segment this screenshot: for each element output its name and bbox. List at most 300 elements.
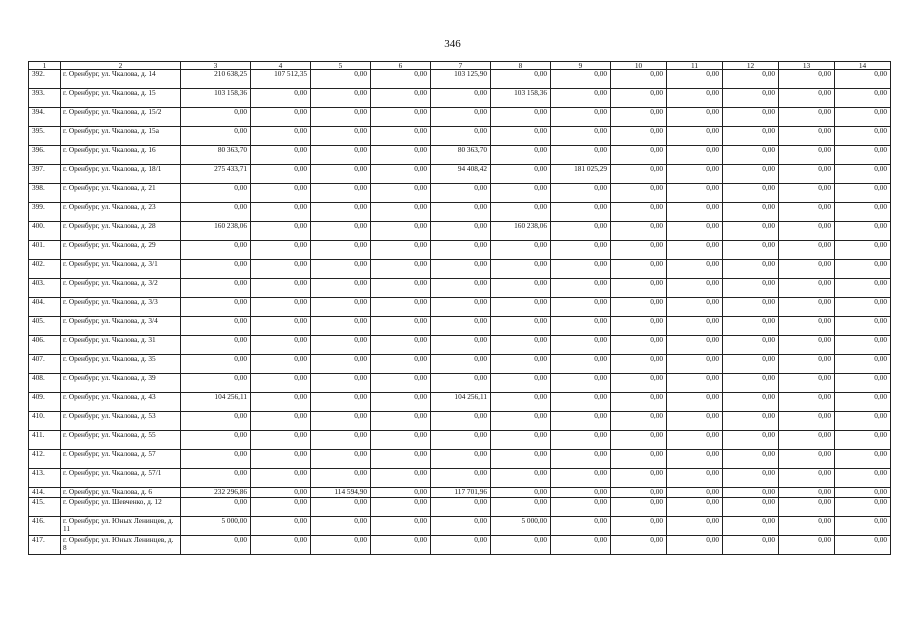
value-cell: 0,00 — [551, 70, 611, 89]
value-cell: 0,00 — [723, 89, 779, 108]
value-cell: 0,00 — [491, 146, 551, 165]
value-cell: 0,00 — [431, 336, 491, 355]
value-cell: 0,00 — [723, 469, 779, 488]
value-cell: 0,00 — [723, 488, 779, 498]
value-cell: 5 000,00 — [491, 516, 551, 535]
value-cell: 0,00 — [181, 203, 251, 222]
value-cell: 0,00 — [371, 260, 431, 279]
value-cell: 0,00 — [311, 222, 371, 241]
value-cell: 0,00 — [551, 89, 611, 108]
address-cell: г. Оренбург, ул. Чкалова, д. 43 — [61, 393, 181, 412]
address-cell: г. Оренбург, ул. Чкалова, д. 21 — [61, 184, 181, 203]
value-cell: 0,00 — [835, 184, 891, 203]
value-cell: 0,00 — [779, 241, 835, 260]
value-cell: 0,00 — [371, 203, 431, 222]
table-row — [29, 412, 891, 431]
value-cell: 0,00 — [491, 393, 551, 412]
table-body — [29, 70, 891, 555]
table-row — [29, 165, 891, 184]
value-cell: 0,00 — [779, 108, 835, 127]
value-cell: 0,00 — [611, 298, 667, 317]
row-index: 413. — [29, 469, 61, 488]
value-cell: 0,00 — [491, 317, 551, 336]
value-cell: 0,00 — [551, 516, 611, 535]
value-cell: 0,00 — [431, 317, 491, 336]
row-index: 410. — [29, 412, 61, 431]
value-cell: 0,00 — [611, 469, 667, 488]
value-cell: 0,00 — [723, 203, 779, 222]
value-cell: 0,00 — [779, 374, 835, 393]
value-cell: 0,00 — [491, 412, 551, 431]
value-cell: 0,00 — [371, 374, 431, 393]
value-cell: 0,00 — [251, 146, 311, 165]
value-cell: 0,00 — [835, 279, 891, 298]
value-cell: 0,00 — [371, 469, 431, 488]
value-cell: 0,00 — [251, 165, 311, 184]
value-cell: 0,00 — [431, 431, 491, 450]
value-cell: 0,00 — [611, 488, 667, 498]
address-cell: г. Оренбург, ул. Чкалова, д. 57/1 — [61, 469, 181, 488]
value-cell: 0,00 — [181, 317, 251, 336]
value-cell: 0,00 — [835, 298, 891, 317]
value-cell: 0,00 — [431, 450, 491, 469]
value-cell: 0,00 — [311, 336, 371, 355]
row-index: 397. — [29, 165, 61, 184]
value-cell: 0,00 — [611, 355, 667, 374]
value-cell: 0,00 — [181, 535, 251, 554]
value-cell: 0,00 — [779, 535, 835, 554]
address-cell: г. Оренбург, ул. Чкалова, д. 3/4 — [61, 317, 181, 336]
value-cell: 103 158,36 — [181, 89, 251, 108]
value-cell: 181 025,29 — [551, 165, 611, 184]
value-cell: 0,00 — [251, 393, 311, 412]
value-cell: 0,00 — [779, 146, 835, 165]
value-cell: 0,00 — [251, 89, 311, 108]
value-cell: 0,00 — [667, 89, 723, 108]
value-cell: 0,00 — [311, 241, 371, 260]
value-cell: 0,00 — [835, 355, 891, 374]
value-cell: 0,00 — [667, 222, 723, 241]
value-cell: 0,00 — [311, 393, 371, 412]
value-cell: 0,00 — [551, 336, 611, 355]
address-cell: г. Оренбург, ул. Чкалова, д. 15/2 — [61, 108, 181, 127]
row-index: 396. — [29, 146, 61, 165]
value-cell: 0,00 — [311, 355, 371, 374]
value-cell: 0,00 — [611, 450, 667, 469]
value-cell: 0,00 — [551, 108, 611, 127]
table-row — [29, 89, 891, 108]
value-cell: 0,00 — [311, 374, 371, 393]
value-cell: 0,00 — [181, 374, 251, 393]
value-cell: 0,00 — [667, 127, 723, 146]
header-row — [29, 62, 891, 70]
address-cell: г. Оренбург, ул. Чкалова, д. 55 — [61, 431, 181, 450]
value-cell: 0,00 — [431, 535, 491, 554]
value-cell: 0,00 — [431, 241, 491, 260]
value-cell: 0,00 — [371, 488, 431, 498]
value-cell: 0,00 — [551, 127, 611, 146]
column-header: 5 — [311, 62, 371, 70]
value-cell: 0,00 — [779, 412, 835, 431]
value-cell: 0,00 — [667, 203, 723, 222]
value-cell: 0,00 — [779, 393, 835, 412]
value-cell: 0,00 — [431, 279, 491, 298]
value-cell: 0,00 — [835, 165, 891, 184]
value-cell: 0,00 — [779, 70, 835, 89]
value-cell: 0,00 — [181, 469, 251, 488]
value-cell: 0,00 — [251, 497, 311, 516]
value-cell: 0,00 — [611, 203, 667, 222]
value-cell: 0,00 — [431, 516, 491, 535]
value-cell: 0,00 — [371, 336, 431, 355]
value-cell: 0,00 — [251, 317, 311, 336]
value-cell: 0,00 — [371, 241, 431, 260]
value-cell: 0,00 — [667, 374, 723, 393]
value-cell: 0,00 — [431, 203, 491, 222]
value-cell: 0,00 — [835, 450, 891, 469]
value-cell: 0,00 — [181, 431, 251, 450]
value-cell: 0,00 — [251, 203, 311, 222]
value-cell: 107 512,35 — [251, 70, 311, 89]
value-cell: 0,00 — [779, 165, 835, 184]
value-cell: 0,00 — [835, 203, 891, 222]
value-cell: 0,00 — [551, 279, 611, 298]
table-row — [29, 469, 891, 488]
table-row — [29, 298, 891, 317]
value-cell: 0,00 — [431, 374, 491, 393]
value-cell: 0,00 — [667, 165, 723, 184]
value-cell: 0,00 — [551, 184, 611, 203]
value-cell: 0,00 — [491, 108, 551, 127]
value-cell: 0,00 — [611, 412, 667, 431]
value-cell: 0,00 — [611, 279, 667, 298]
value-cell: 0,00 — [723, 516, 779, 535]
row-index: 414. — [29, 488, 61, 498]
value-cell: 0,00 — [667, 70, 723, 89]
value-cell: 0,00 — [551, 241, 611, 260]
value-cell: 0,00 — [311, 108, 371, 127]
value-cell: 232 296,86 — [181, 488, 251, 498]
value-cell: 0,00 — [835, 127, 891, 146]
row-index: 392. — [29, 70, 61, 89]
value-cell: 0,00 — [723, 374, 779, 393]
value-cell: 0,00 — [611, 516, 667, 535]
value-cell: 0,00 — [251, 535, 311, 554]
value-cell: 0,00 — [311, 535, 371, 554]
value-cell: 0,00 — [491, 184, 551, 203]
value-cell: 114 594,90 — [311, 488, 371, 498]
row-index: 394. — [29, 108, 61, 127]
value-cell: 0,00 — [491, 355, 551, 374]
value-cell: 0,00 — [611, 108, 667, 127]
value-cell: 0,00 — [371, 146, 431, 165]
value-cell: 0,00 — [723, 317, 779, 336]
row-index: 398. — [29, 184, 61, 203]
table-row — [29, 535, 891, 554]
value-cell: 0,00 — [311, 146, 371, 165]
column-header: 14 — [835, 62, 891, 70]
value-cell: 104 256,11 — [431, 393, 491, 412]
value-cell: 0,00 — [551, 203, 611, 222]
value-cell: 0,00 — [667, 241, 723, 260]
value-cell: 0,00 — [551, 431, 611, 450]
table-row — [29, 355, 891, 374]
value-cell: 104 256,11 — [181, 393, 251, 412]
address-cell: г. Оренбург, ул. Чкалова, д. 31 — [61, 336, 181, 355]
value-cell: 0,00 — [491, 70, 551, 89]
value-cell: 0,00 — [181, 497, 251, 516]
value-cell: 0,00 — [311, 298, 371, 317]
address-cell: г. Оренбург, ул. Чкалова, д. 3/1 — [61, 260, 181, 279]
value-cell: 0,00 — [251, 298, 311, 317]
address-cell: г. Оренбург, ул. Чкалова, д. 28 — [61, 222, 181, 241]
row-index: 411. — [29, 431, 61, 450]
value-cell: 0,00 — [611, 127, 667, 146]
value-cell: 0,00 — [371, 298, 431, 317]
address-cell: г. Оренбург, ул. Чкалова, д. 35 — [61, 355, 181, 374]
value-cell: 0,00 — [667, 516, 723, 535]
column-header: 8 — [491, 62, 551, 70]
value-cell: 0,00 — [611, 241, 667, 260]
value-cell: 0,00 — [611, 336, 667, 355]
address-cell: г. Оренбург, ул. Чкалова, д. 23 — [61, 203, 181, 222]
value-cell: 0,00 — [491, 535, 551, 554]
page-number: 346 — [444, 38, 461, 50]
row-index: 415. — [29, 497, 61, 516]
row-index: 407. — [29, 355, 61, 374]
value-cell: 0,00 — [431, 108, 491, 127]
value-cell: 0,00 — [667, 412, 723, 431]
value-cell: 0,00 — [611, 89, 667, 108]
row-index: 393. — [29, 89, 61, 108]
row-index: 406. — [29, 336, 61, 355]
column-header: 3 — [181, 62, 251, 70]
value-cell: 0,00 — [251, 450, 311, 469]
value-cell: 0,00 — [723, 412, 779, 431]
value-cell: 0,00 — [491, 336, 551, 355]
value-cell: 0,00 — [835, 70, 891, 89]
value-cell: 0,00 — [251, 336, 311, 355]
value-cell: 0,00 — [431, 497, 491, 516]
value-cell: 0,00 — [251, 516, 311, 535]
value-cell: 0,00 — [723, 108, 779, 127]
value-cell: 0,00 — [181, 355, 251, 374]
value-cell: 5 000,00 — [181, 516, 251, 535]
value-cell: 0,00 — [779, 497, 835, 516]
column-header: 4 — [251, 62, 311, 70]
address-cell: г. Оренбург, ул. Чкалова, д. 57 — [61, 450, 181, 469]
row-index: 399. — [29, 203, 61, 222]
value-cell: 0,00 — [251, 412, 311, 431]
value-cell: 0,00 — [551, 355, 611, 374]
value-cell: 0,00 — [181, 450, 251, 469]
value-cell: 0,00 — [251, 431, 311, 450]
table-row — [29, 497, 891, 516]
value-cell: 0,00 — [779, 279, 835, 298]
value-cell: 0,00 — [371, 317, 431, 336]
value-cell: 0,00 — [723, 535, 779, 554]
table-row — [29, 203, 891, 222]
row-index: 403. — [29, 279, 61, 298]
value-cell: 0,00 — [251, 108, 311, 127]
value-cell: 0,00 — [723, 146, 779, 165]
value-cell: 0,00 — [779, 336, 835, 355]
value-cell: 0,00 — [491, 450, 551, 469]
value-cell: 0,00 — [311, 450, 371, 469]
row-index: 395. — [29, 127, 61, 146]
table-header — [29, 62, 891, 70]
value-cell: 0,00 — [491, 241, 551, 260]
value-cell: 0,00 — [551, 469, 611, 488]
value-cell: 0,00 — [251, 127, 311, 146]
value-cell: 0,00 — [181, 241, 251, 260]
address-cell: г. Оренбург, ул. Чкалова, д. 16 — [61, 146, 181, 165]
value-cell: 0,00 — [311, 516, 371, 535]
value-cell: 0,00 — [431, 222, 491, 241]
value-cell: 0,00 — [667, 497, 723, 516]
value-cell: 0,00 — [611, 260, 667, 279]
value-cell: 0,00 — [611, 165, 667, 184]
value-cell: 0,00 — [667, 469, 723, 488]
row-index: 409. — [29, 393, 61, 412]
address-cell: г. Оренбург, ул. Юных Ленинцев, д. 8 — [61, 535, 181, 554]
value-cell: 0,00 — [611, 431, 667, 450]
value-cell: 0,00 — [667, 260, 723, 279]
row-index: 401. — [29, 241, 61, 260]
value-cell: 0,00 — [311, 317, 371, 336]
value-cell: 0,00 — [371, 279, 431, 298]
row-index: 404. — [29, 298, 61, 317]
value-cell: 0,00 — [779, 222, 835, 241]
value-cell: 0,00 — [251, 488, 311, 498]
value-cell: 0,00 — [371, 393, 431, 412]
value-cell: 0,00 — [491, 127, 551, 146]
column-header: 9 — [551, 62, 611, 70]
value-cell: 0,00 — [311, 70, 371, 89]
value-cell: 0,00 — [723, 127, 779, 146]
value-cell: 0,00 — [431, 89, 491, 108]
value-cell: 0,00 — [723, 222, 779, 241]
value-cell: 0,00 — [667, 317, 723, 336]
value-cell: 0,00 — [723, 450, 779, 469]
value-cell: 0,00 — [779, 184, 835, 203]
value-cell: 0,00 — [835, 431, 891, 450]
value-cell: 0,00 — [251, 241, 311, 260]
value-cell: 0,00 — [667, 279, 723, 298]
value-cell: 0,00 — [431, 412, 491, 431]
value-cell: 0,00 — [181, 108, 251, 127]
value-cell: 0,00 — [491, 431, 551, 450]
value-cell: 0,00 — [181, 279, 251, 298]
value-cell: 0,00 — [371, 516, 431, 535]
table-row — [29, 431, 891, 450]
table-row — [29, 516, 891, 535]
value-cell: 0,00 — [611, 497, 667, 516]
value-cell: 0,00 — [551, 535, 611, 554]
table-row — [29, 108, 891, 127]
address-cell: г. Оренбург, ул. Чкалова, д. 15а — [61, 127, 181, 146]
value-cell: 0,00 — [835, 241, 891, 260]
value-cell: 0,00 — [491, 165, 551, 184]
value-cell: 0,00 — [431, 298, 491, 317]
value-cell: 0,00 — [835, 535, 891, 554]
value-cell: 0,00 — [611, 184, 667, 203]
table-row — [29, 70, 891, 89]
value-cell: 0,00 — [181, 260, 251, 279]
value-cell: 0,00 — [551, 146, 611, 165]
value-cell: 117 701,96 — [431, 488, 491, 498]
value-cell: 0,00 — [371, 497, 431, 516]
value-cell: 0,00 — [835, 222, 891, 241]
value-cell: 0,00 — [835, 412, 891, 431]
value-cell: 0,00 — [251, 279, 311, 298]
value-cell: 0,00 — [835, 497, 891, 516]
value-cell: 0,00 — [551, 374, 611, 393]
value-cell: 0,00 — [551, 497, 611, 516]
value-cell: 0,00 — [181, 184, 251, 203]
value-cell: 0,00 — [835, 336, 891, 355]
address-cell: г. Оренбург, ул. Шевченко, д. 12 — [61, 497, 181, 516]
value-cell: 0,00 — [551, 317, 611, 336]
value-cell: 0,00 — [779, 488, 835, 498]
value-cell: 103 125,90 — [431, 70, 491, 89]
value-cell: 0,00 — [311, 89, 371, 108]
value-cell: 0,00 — [723, 431, 779, 450]
value-cell: 0,00 — [371, 450, 431, 469]
value-cell: 103 158,36 — [491, 89, 551, 108]
value-cell: 0,00 — [371, 127, 431, 146]
value-cell: 0,00 — [779, 89, 835, 108]
row-index: 416. — [29, 516, 61, 535]
value-cell: 0,00 — [611, 146, 667, 165]
value-cell: 0,00 — [723, 165, 779, 184]
address-cell: г. Оренбург, ул. Юных Ленинцев, д. 11 — [61, 516, 181, 535]
value-cell: 0,00 — [551, 222, 611, 241]
row-index: 408. — [29, 374, 61, 393]
value-cell: 0,00 — [371, 355, 431, 374]
value-cell: 0,00 — [491, 497, 551, 516]
value-cell: 0,00 — [551, 450, 611, 469]
value-cell: 0,00 — [431, 469, 491, 488]
value-cell: 0,00 — [667, 146, 723, 165]
value-cell: 0,00 — [667, 336, 723, 355]
address-cell: г. Оренбург, ул. Чкалова, д. 18/1 — [61, 165, 181, 184]
value-cell: 0,00 — [835, 488, 891, 498]
value-cell: 0,00 — [371, 222, 431, 241]
value-cell: 0,00 — [551, 298, 611, 317]
row-index: 417. — [29, 535, 61, 554]
value-cell: 0,00 — [667, 184, 723, 203]
value-cell: 0,00 — [181, 298, 251, 317]
value-cell: 0,00 — [371, 535, 431, 554]
value-cell: 0,00 — [779, 317, 835, 336]
value-cell: 0,00 — [251, 260, 311, 279]
value-cell: 0,00 — [491, 260, 551, 279]
value-cell: 0,00 — [371, 70, 431, 89]
value-cell: 0,00 — [181, 336, 251, 355]
value-cell: 275 433,71 — [181, 165, 251, 184]
table-row — [29, 146, 891, 165]
table-row — [29, 317, 891, 336]
value-cell: 0,00 — [779, 431, 835, 450]
value-cell: 0,00 — [723, 184, 779, 203]
value-cell: 0,00 — [251, 355, 311, 374]
value-cell: 0,00 — [311, 279, 371, 298]
column-header: 11 — [667, 62, 723, 70]
value-cell: 0,00 — [779, 298, 835, 317]
address-cell: г. Оренбург, ул. Чкалова, д. 6 — [61, 488, 181, 498]
value-cell: 0,00 — [371, 431, 431, 450]
